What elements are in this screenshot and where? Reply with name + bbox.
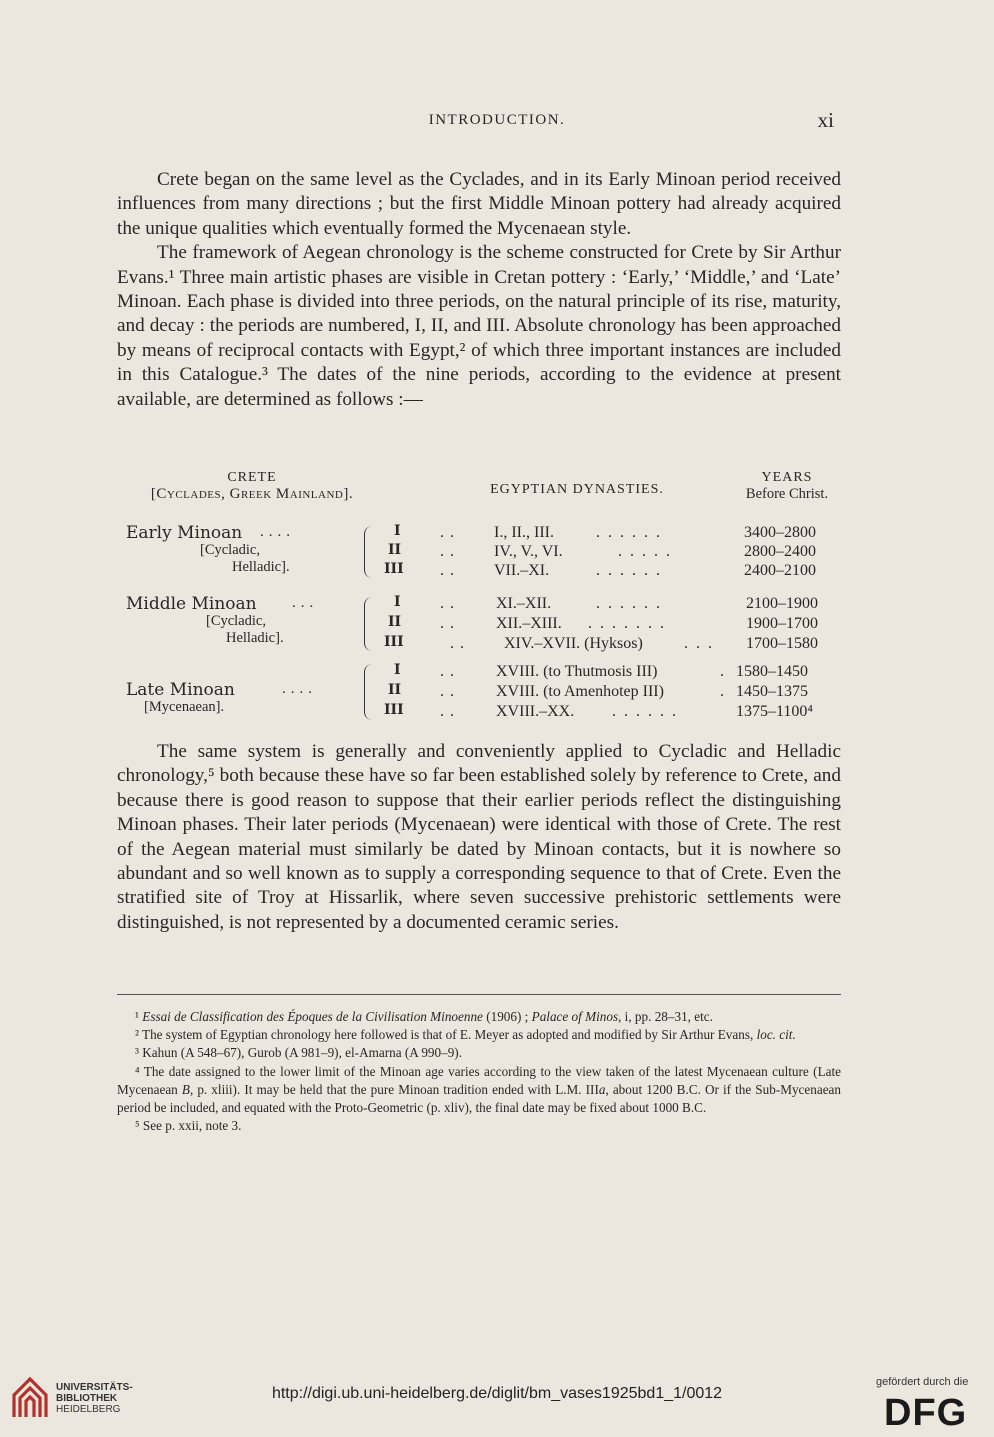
brace	[364, 597, 373, 651]
group-name: Early Minoan	[126, 523, 243, 543]
group-sub-2: Helladic].	[232, 559, 290, 575]
funding-text: gefördert durch die	[876, 1376, 969, 1388]
years: 2400–2100	[744, 562, 816, 579]
leader-dots: ..	[440, 562, 460, 579]
intro-paragraphs	[117, 168, 841, 412]
col-years-header	[722, 470, 852, 502]
dynasty: VII.–XI.	[494, 562, 550, 579]
leader-dots: .....	[618, 543, 678, 560]
period-numeral: II	[388, 614, 402, 630]
dynasty: IV., V., VI.	[494, 543, 563, 560]
years: 3400–2800	[744, 524, 816, 541]
period-numeral: I	[394, 662, 401, 678]
footnote-rule	[117, 994, 841, 995]
col-egypt-header: EGYPTIAN DYNASTIES.	[490, 482, 664, 497]
footnote-4	[117, 1063, 841, 1118]
dfg-logo: DFG	[884, 1392, 968, 1434]
dynasty: XII.–XIII.	[496, 615, 562, 632]
leader-dots: ..	[440, 524, 460, 541]
dynasty: XI.–XII.	[496, 595, 552, 612]
col-years-subtitle: Before Christ.	[745, 486, 829, 502]
group-sub-1: [Cycladic,	[206, 613, 266, 629]
years: 1900–1700	[746, 615, 818, 632]
paragraph-1: Crete began on the same level as the Cyclades, and in its Early Minoan period received influences from many directions ; but the first Middle Minoan pottery had already acquired the unique qualities which eventually formed the Mycenaean style.	[117, 169, 841, 239]
source-url-link[interactable]: http://digi.ub.uni-heidelberg.de/diglit/bm_vases1925bd1_1/0012	[271, 1385, 723, 1402]
years: 1450–1375	[736, 683, 808, 700]
leader-dots: ....	[282, 681, 317, 697]
leader-dots: ....	[260, 524, 295, 540]
footnote-1	[117, 1008, 841, 1026]
col-crete-title: CRETE	[227, 470, 277, 485]
chronology-table	[112, 466, 844, 736]
period-numeral: I	[394, 594, 401, 610]
leader-dots: ..	[440, 703, 460, 720]
period-numeral: III	[384, 702, 404, 718]
period-numeral: I	[394, 523, 401, 539]
footnote-5: ⁵ See p. xxii, note 3.	[135, 1118, 242, 1134]
footnote-text: ² The system of Egyptian chronology here followed is that of E. Meyer as adopted and modified by Sir Arthur Evans,	[135, 1027, 754, 1043]
footnote-text: ⁴ The date assigned to the lower limit of the Minoan age varies according to the view taken of the latest Mycenaean culture (Late Mycenaean	[117, 1063, 841, 1097]
brace	[364, 526, 373, 578]
group-sub-2: Helladic].	[226, 630, 284, 646]
footnote-3: ³ Kahun (A 548–67), Gurob (A 981–9), el-Amarna (A 990–9).	[135, 1045, 462, 1061]
body-paragraph-3-block	[117, 740, 841, 935]
years: 1700–1580	[746, 635, 818, 652]
leader-dots: ......	[596, 562, 668, 579]
dynasty: XIV.–XVII. (Hyksos)	[504, 635, 643, 652]
footnote-title: Palace of Minos	[531, 1009, 619, 1024]
leader-dots: .	[720, 663, 724, 680]
period-numeral: III	[384, 634, 404, 650]
period-numeral: II	[388, 542, 402, 558]
footnote-italic: B	[181, 1081, 190, 1097]
footnote-italic: a	[598, 1081, 606, 1097]
years: 2800–2400	[744, 543, 816, 560]
leader-dots: ..	[440, 543, 460, 560]
leader-dots: ..	[440, 615, 460, 632]
leader-dots: .	[720, 683, 724, 700]
library-name-line: HEIDELBERG	[56, 1404, 121, 1415]
library-name-line: BIBLIOTHEK	[56, 1393, 118, 1404]
page-number: xi	[817, 108, 834, 132]
dynasty: XVIII. (to Thutmosis III)	[496, 663, 658, 680]
footnotes	[117, 1008, 841, 1135]
paragraph-3: The same system is generally and conveniently applied to Cycladic and Helladic chronology,⁵ both because these have so far been established solely by reference to Crete, and because there is good reason to suppose that their earlier periods reflect the distinguishing Minoan phases. Their later periods (Mycenaean) were identical with those of Crete. The rest of the Aegean material must similarly be dated by Minoan contacts, but it is nowhere so abundant and so well known as to supply a corresponding sequence to that of Crete. Even the stratified site of Troy at Hissarlik, where seven successive prehistoric settlements were distinguished, is not represented by a documented ceramic series.	[117, 741, 841, 933]
period-numeral: II	[388, 682, 402, 698]
leader-dots: ..	[440, 683, 460, 700]
footnote-text: , i, pp. 28–31, etc.	[618, 1009, 713, 1024]
footnote-italic: loc. cit.	[756, 1027, 796, 1043]
group-sub-1: [Cycladic,	[200, 542, 260, 558]
leader-dots: ..	[450, 635, 470, 652]
dynasty: XVIII. (to Amenhotep III)	[496, 683, 664, 700]
leader-dots: ......	[612, 703, 684, 720]
years: 2100–1900	[746, 595, 818, 612]
leader-dots: ...	[684, 635, 720, 652]
library-name-line: UNIVERSITÄTS-	[56, 1382, 133, 1393]
leader-dots: ......	[596, 524, 668, 541]
dynasty: I., II., III.	[494, 524, 554, 541]
col-years-title: YEARS	[761, 470, 813, 485]
leader-dots: ......	[596, 595, 668, 612]
group-name: Late Minoan	[126, 680, 235, 700]
leader-dots: ..	[440, 663, 460, 680]
years: 1375–1100⁴	[736, 703, 813, 720]
brace	[364, 664, 373, 720]
dynasty: XVIII.–XX.	[496, 703, 575, 720]
paragraph-2: The framework of Aegean chronology is the scheme constructed for Crete by Sir Arthur Evans.¹ Three main artistic phases are visible in Cretan pottery : ‘Early,’ ‘Middle,’ and ‘Late’ Minoan. Each phase is divided into three periods, on the natural principle of its rise, maturity, and decay : the periods are numbered, I, II, and III. Absolute chronology has been approached by means of reciprocal contacts with Egypt,² of which three important instances are included in this Catalogue.³ The dates of the nine periods, according to the evidence at present available, are determined as follows :—	[117, 242, 841, 410]
footnote-text: , about 1200 B.C. Or if the Sub-Mycenaean period be included, and equated with the Proto-Geometric (p. xliv), the final date may be fixed about 1000 B.C.	[117, 1081, 841, 1116]
col-crete-header	[112, 470, 392, 502]
footnote-text: , p. xliii). It may be held that the pure Minoan tradition ended with L.M. III	[189, 1081, 599, 1097]
running-title: INTRODUCTION.	[428, 112, 566, 128]
footnote-text: (1906) ;	[482, 1009, 532, 1024]
years: 1580–1450	[736, 663, 808, 680]
footnote-title: Essai de Classification des Époques de la Civilisation Minoenne	[142, 1009, 483, 1024]
leader-dots: .......	[588, 615, 672, 632]
col-crete-subtitle: [Cyclades, Greek Mainland].	[150, 486, 354, 502]
group-name: Middle Minoan	[126, 594, 257, 614]
footnote-mark: ¹	[135, 1009, 139, 1024]
period-numeral: III	[384, 561, 404, 577]
group-sub-1: [Mycenaean].	[144, 699, 225, 715]
leader-dots: ..	[440, 595, 460, 612]
footnote-2	[117, 1026, 841, 1044]
leader-dots: ...	[292, 595, 319, 611]
